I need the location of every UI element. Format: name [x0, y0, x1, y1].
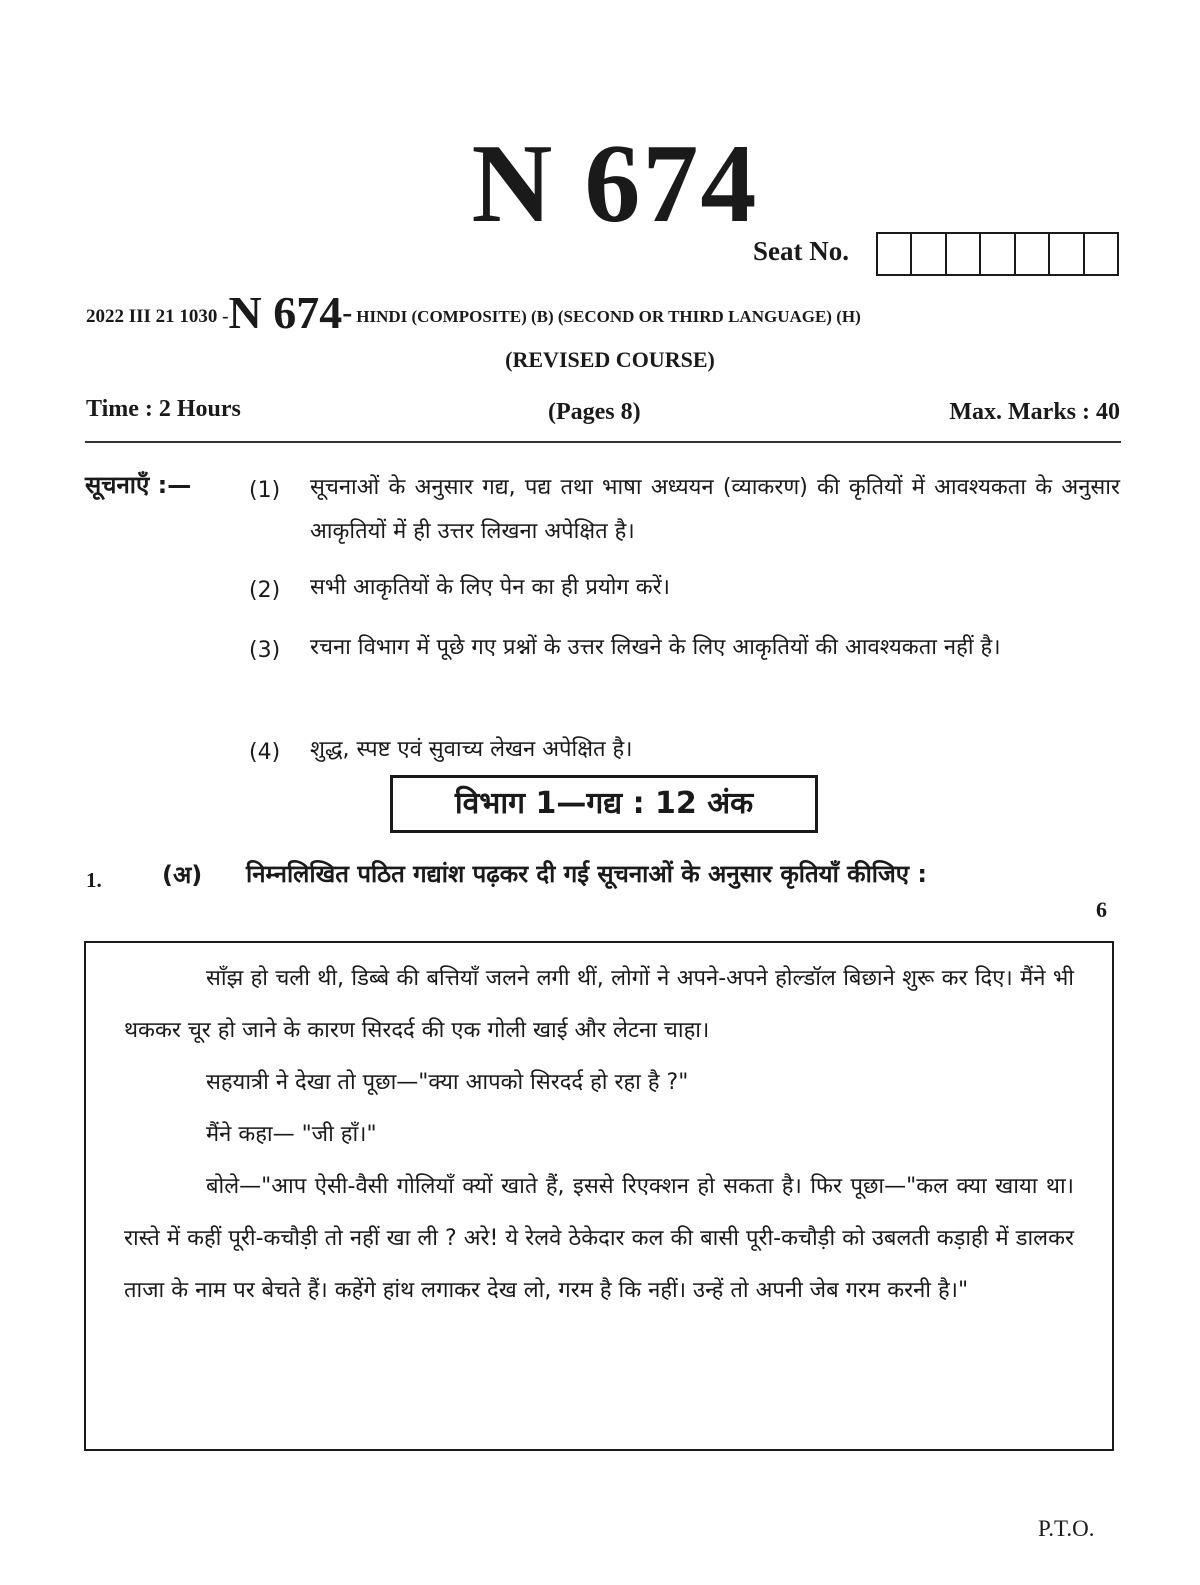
- page-count: (Pages 8): [548, 399, 641, 425]
- seat-digit-box: [947, 234, 981, 274]
- instruction-text: शुद्ध, स्पष्ट एवं सुवाच्य लेखन अपेक्षित है।: [310, 737, 633, 762]
- passage-paragraph: बोले—"आप ऐसी-वैसी गोलियाँ क्यों खाते हैं, इससे रिएक्शन हो सकता है। फिर पूछा—"कल क्या खाया था। रास्ते में कहीं पूरी-कचौड़ी तो नहीं खा ली ? अरे! ये रेलवे ठेकेदार कल की बासी पूरी-कचौड़ी को उबलती कड़ाही में डालकर ताजा के नाम पर बेचते हैं। कहेंगे हांथ लगाकर देख लो, गरम है कि नहीं। उन्हें तो अपनी जेब गरम करनी है।": [124, 1174, 1074, 1303]
- seat-digit-box: [981, 234, 1015, 274]
- instruction-text: सूचनाओं के अनुसार गद्य, पद्य तथा भाषा अध्ययन (व्याकरण) की कृतियों में आवश्यकता के अनुसार आकृतियों में ही उत्तर लिखना अपेक्षित है।: [310, 475, 1120, 544]
- instructions-heading: सूचनाएँ :—: [85, 471, 192, 499]
- header-divider: [85, 441, 1121, 443]
- instruction-number: (1): [249, 478, 281, 503]
- seat-digit-box: [1050, 234, 1084, 274]
- instruction-text: सभी आकृतियों के लिए पेन का ही प्रयोग करें।: [310, 575, 671, 600]
- max-marks: Max. Marks : 40: [949, 399, 1120, 425]
- paper-code-inline: N 674: [228, 287, 343, 338]
- course-label: (REVISED COURSE): [505, 347, 715, 372]
- code-dash: -: [342, 296, 353, 329]
- question-text: निम्नलिखित पठित गद्यांश पढ़कर दी गई सूचनाओं के अनुसार कृतियाँ कीजिए :: [246, 860, 928, 888]
- instruction-number: (4): [249, 740, 281, 765]
- section-heading: विभाग 1—गद्य : 12 अंक: [390, 775, 818, 833]
- question-sub-label: (अ): [162, 861, 203, 889]
- seat-digit-box: [1085, 234, 1117, 274]
- paper-code-line: [86, 286, 1126, 339]
- seat-digit-box: [1016, 234, 1050, 274]
- paper-code-title: N 674: [471, 122, 759, 246]
- question-marks: 6: [1096, 897, 1107, 922]
- question-number: 1.: [86, 868, 102, 892]
- subject-title: HINDI (COMPOSITE) (B) (SECOND OR THIRD LANGUAGE) (H): [356, 307, 861, 326]
- seat-number-label: Seat No.: [753, 236, 849, 266]
- passage-paragraph: साँझ हो चली थी, डिब्बे की बत्तियाँ जलने लगी थीं, लोगों ने अपने-अपने होल्डॉल बिछाने शुरू कर दिए। मैंने भी थककर चूर हो जाने के कारण सिरदर्द की एक गोली खाई और लेटना चाहा।: [124, 966, 1074, 1043]
- time-allowed: Time : 2 Hours: [86, 396, 241, 422]
- instruction-text: रचना विभाग में पूछे गए प्रश्नों के उत्तर लिखने के लिए आकृतियों की आवश्यकता नहीं है।: [310, 635, 1001, 660]
- instruction-number: (3): [249, 638, 281, 663]
- instruction-number: (2): [249, 578, 281, 603]
- seat-digit-box: [878, 234, 912, 274]
- passage-paragraph: मैंने कहा— "जी हाँ।": [206, 1122, 377, 1147]
- page-turn-note: P.T.O.: [1038, 1516, 1095, 1541]
- exam-code: 2022 III 21 1030 -: [86, 306, 229, 327]
- passage-paragraph: सहयात्री ने देखा तो पूछा—"क्या आपको सिरदर्द हो रहा है ?": [206, 1070, 689, 1095]
- passage-box: [84, 941, 1114, 1451]
- seat-digit-box: [912, 234, 946, 274]
- seat-number-boxes: [876, 232, 1119, 276]
